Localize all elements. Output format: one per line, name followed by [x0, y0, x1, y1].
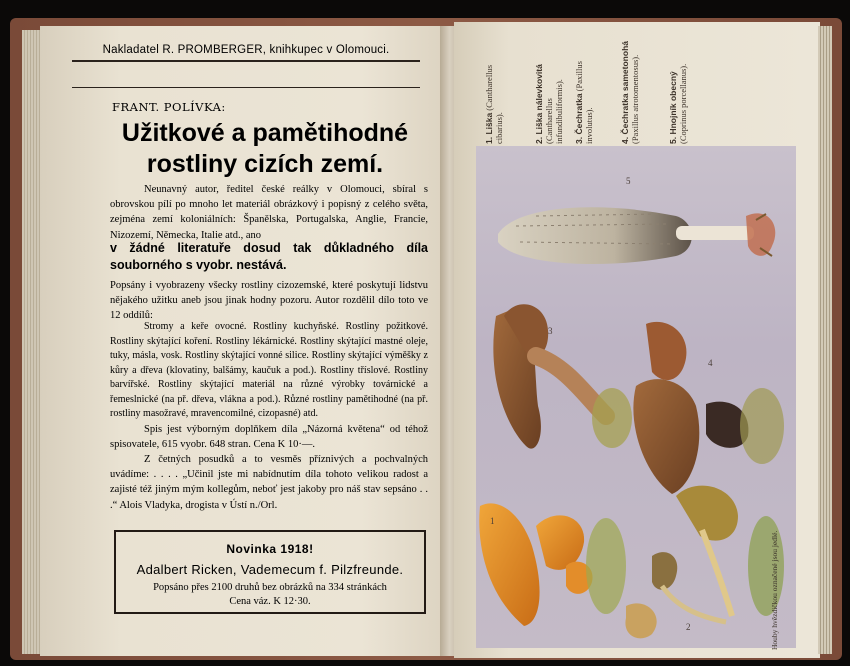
plate-label: 2. Liška nálevkovitá (Cantharellus infundibuliformis).	[534, 64, 564, 144]
right-page-edges	[818, 26, 832, 654]
plate-legend	[470, 40, 730, 150]
publisher-line: Nakladatel R. PROMBERGER, knihkupec v Olomouci.	[72, 44, 420, 62]
left-page-edges	[22, 30, 42, 654]
plate-caption: Houby hvězdičkou označené jsou jedlé.	[770, 530, 779, 650]
novinka-description	[116, 581, 424, 609]
funnel-chanterelle-mushrooms	[625, 486, 784, 639]
novinka-description-line-1: Popsáno přes 2100 druhů bez obrázků na 334 stránkách	[153, 582, 387, 593]
mushroom-plate-illustration	[476, 146, 796, 648]
plate-number-5: 5	[626, 176, 631, 186]
novinka-book: Adalbert Ricken, Vademecum f. Pilzfreunde.	[136, 562, 404, 577]
plate-number-1: 1	[490, 516, 495, 526]
novinka-advert-box	[114, 530, 426, 614]
plate-label: 1. Liška (Cantharellus cibarius).	[484, 64, 504, 144]
book-title	[100, 118, 430, 180]
inkcap-mushroom	[498, 207, 775, 264]
paxillus-mushroom	[493, 304, 632, 448]
contents-intro-paragraph: Popsány i vyobrazeny všecky rostliny cizozemské, které poskytují lidstvu nějakého užitku aneb jsou jinak hodny pozoru. Autor rozdělil dílo toto ve 12 oddílů:	[110, 280, 428, 322]
description-paragraph: Neunavný autor, ředitel české reálky v Olomouci, sbíral s obrovskou pílí po mnoho let materiál obrázkový i popisný z celého světa, zejména zemí koloniálních: Španělska, Portugalska, Anglie, Francie, Nizozemí, Německa, Italie atd., ano	[110, 184, 428, 241]
title-line-1: Užitkové a pamětihodné	[121, 119, 409, 147]
bold-statement: v žádné literatuře dosud tak důkladného díla souborného s vyobr. nestává.	[110, 241, 428, 272]
plate-number-2: 2	[686, 622, 691, 632]
mushroom-plate-svg	[476, 146, 796, 648]
publisher-rule	[72, 87, 420, 88]
novinka-price: Cena váz. K 12·30.	[229, 596, 311, 607]
supplement-paragraph: Spis jest výborným doplňkem díla „Názorná květena“ od téhož spisovatele, 615 vyobr. 648 stran. Cena K 10·—.	[110, 424, 428, 451]
chanterelle-mushrooms	[479, 503, 626, 626]
reviews-paragraph: Z četných posudků a to vesměs příznivých a pochvalných uvádíme: . . . . „Učinil jste mi nabídnutím díla tohoto velikou radost a zajisté též jiným mým kollegům, neboť jest jakoby pro náš stav sepsáno . . .“ Alois Vladyka, drogista v Ústí n./Orl.	[110, 454, 428, 511]
novinka-title: Novinka 1918!	[226, 542, 314, 556]
title-line-2: rostliny cizích zemí.	[146, 150, 384, 178]
plate-number-3: 3	[548, 326, 553, 336]
plate-label: 4. Čechratka sametonohá (Paxillus atrotomentosus).	[620, 41, 640, 144]
plate-label: 3. Čechratka (Paxillus involutus).	[574, 61, 594, 144]
sections-paragraph: Stromy a keře ovocné. Rostliny kuchyňské. Rostliny požitkové. Rostliny skýtající koření. Rostliny lékárnické. Rostliny skýtající mastné oleje, tuky, másla, vosk. Rostliny skýtající vonné silice. Rostliny skýtající výměšky z kůry a dřeva (klovatiny, balšámy, kaučuk a pod.). Rostliny tříslové. Rostliny barvířské. Rostliny skýtající materiál na různé výrobky továrnické a řemeslnické (na př. dřeva, vlákna a pod.). Různé rostliny pamětihodné (na př. rostliny masožravé, mravencomilné, cizopasné) atd.	[110, 321, 428, 419]
plate-label: 5. Hnojník obecný (Coprinus porcellanus).	[668, 63, 688, 144]
author-name: FRANT. POLÍVKA:	[112, 100, 226, 114]
plate-number-4: 4	[708, 358, 713, 368]
velvet-paxillus-mushroom	[633, 322, 784, 494]
